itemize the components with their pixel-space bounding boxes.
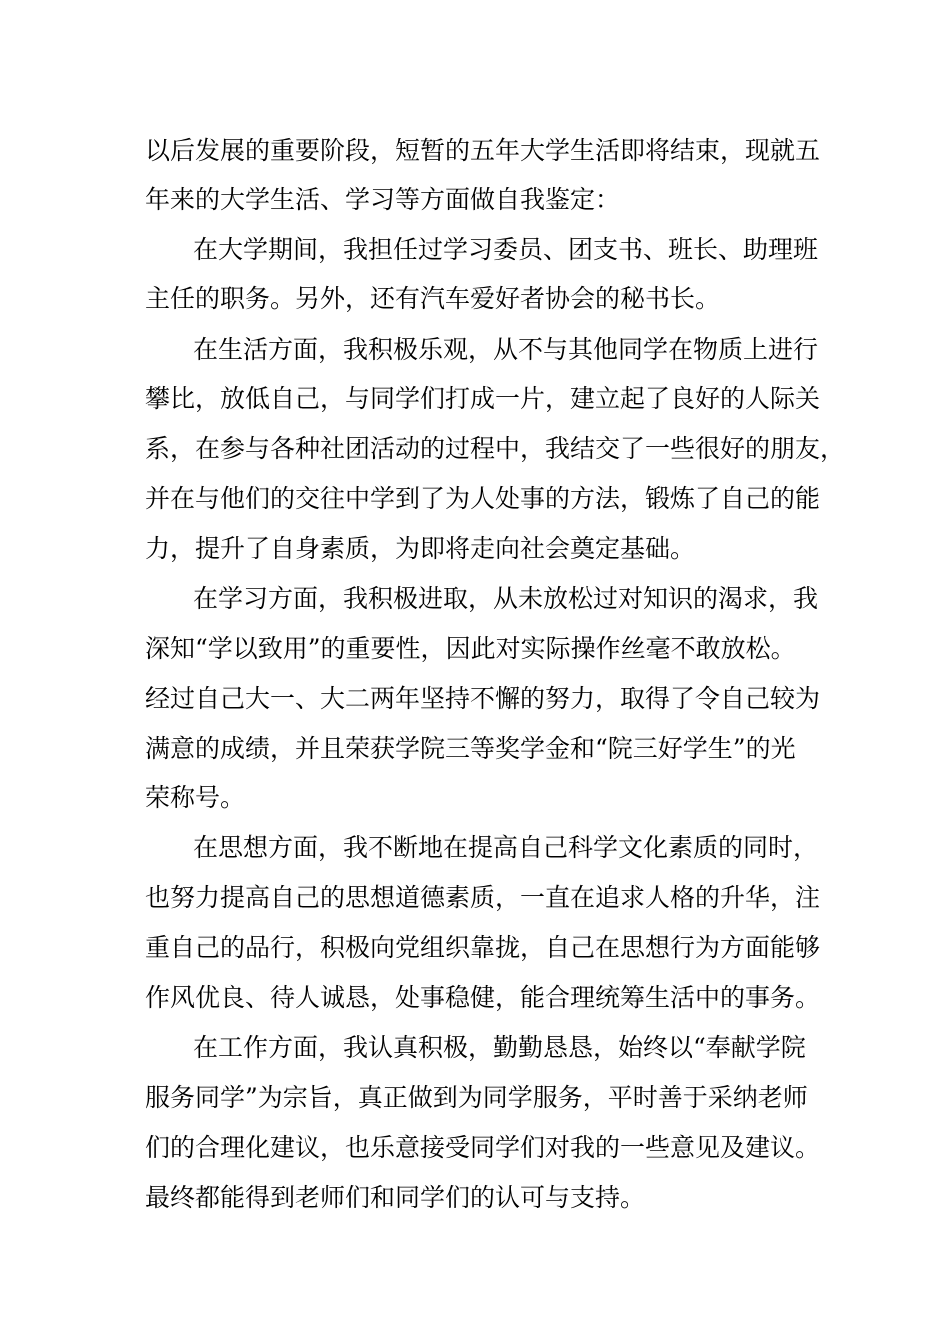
text-line: 服务同学”为宗旨，真正做到为同学服务，平时善于采纳老师 (145, 1083, 808, 1112)
text-line: 满意的成绩，并且荣获学院三等奖学金和“院三好学生”的光 (145, 734, 796, 763)
paragraph-first-line: 在思想方面，我不断地在提高自己科学文化素质的同时， (193, 833, 819, 862)
text-line: 主任的职务。另外，还有汽车爱好者协会的秘书长。 (145, 284, 721, 313)
text-line: 系，在参与各种社团活动的过程中，我结交了一些很好的朋友， (145, 434, 846, 463)
text-line: 也努力提高自己的思想道德素质，一直在追求人格的升华，注 (145, 883, 821, 912)
paragraph-first-line: 在生活方面，我积极乐观，从不与其他同学在物质上进行 (193, 335, 819, 364)
text-line: 力，提升了自身素质，为即将走向社会奠定基础。 (145, 534, 696, 563)
paragraph-first-line: 在大学期间，我担任过学习委员、团支书、班长、助理班 (193, 235, 819, 264)
text-line: 们的合理化建议，也乐意接受同学们对我的一些意见及建议。 (145, 1133, 821, 1162)
text-line: 并在与他们的交往中学到了为人处事的方法，锻炼了自己的能 (145, 484, 821, 513)
paragraph-first-line: 在工作方面，我认真积极，勤勤恳恳，始终以“奉献学院 (193, 1033, 806, 1062)
text-line: 荣称号。 (145, 783, 246, 812)
text-line: 年来的大学生活、学习等方面做自我鉴定： (145, 185, 621, 214)
text-line: 重自己的品行，积极向党组织靠拢，自己在思想行为方面能够 (145, 933, 821, 962)
text-line: 最终都能得到老师们和同学们的认可与支持。 (145, 1183, 646, 1212)
text-line: 经过自己大一、大二两年坚持不懈的努力，取得了令自己较为 (145, 684, 821, 713)
text-line: 攀比，放低自己，与同学们打成一片，建立起了良好的人际关 (145, 384, 821, 413)
text-line: 深知“学以致用”的重要性，因此对实际操作丝毫不敢放松。 (145, 634, 796, 663)
text-line: 作风优良、待人诚恳，处事稳健，能合理统筹生活中的事务。 (145, 983, 821, 1012)
text-line: 以后发展的重要阶段，短暂的五年大学生活即将结束，现就五 (145, 136, 821, 165)
paragraph-first-line: 在学习方面，我积极进取，从未放松过对知识的渴求，我 (193, 584, 819, 613)
